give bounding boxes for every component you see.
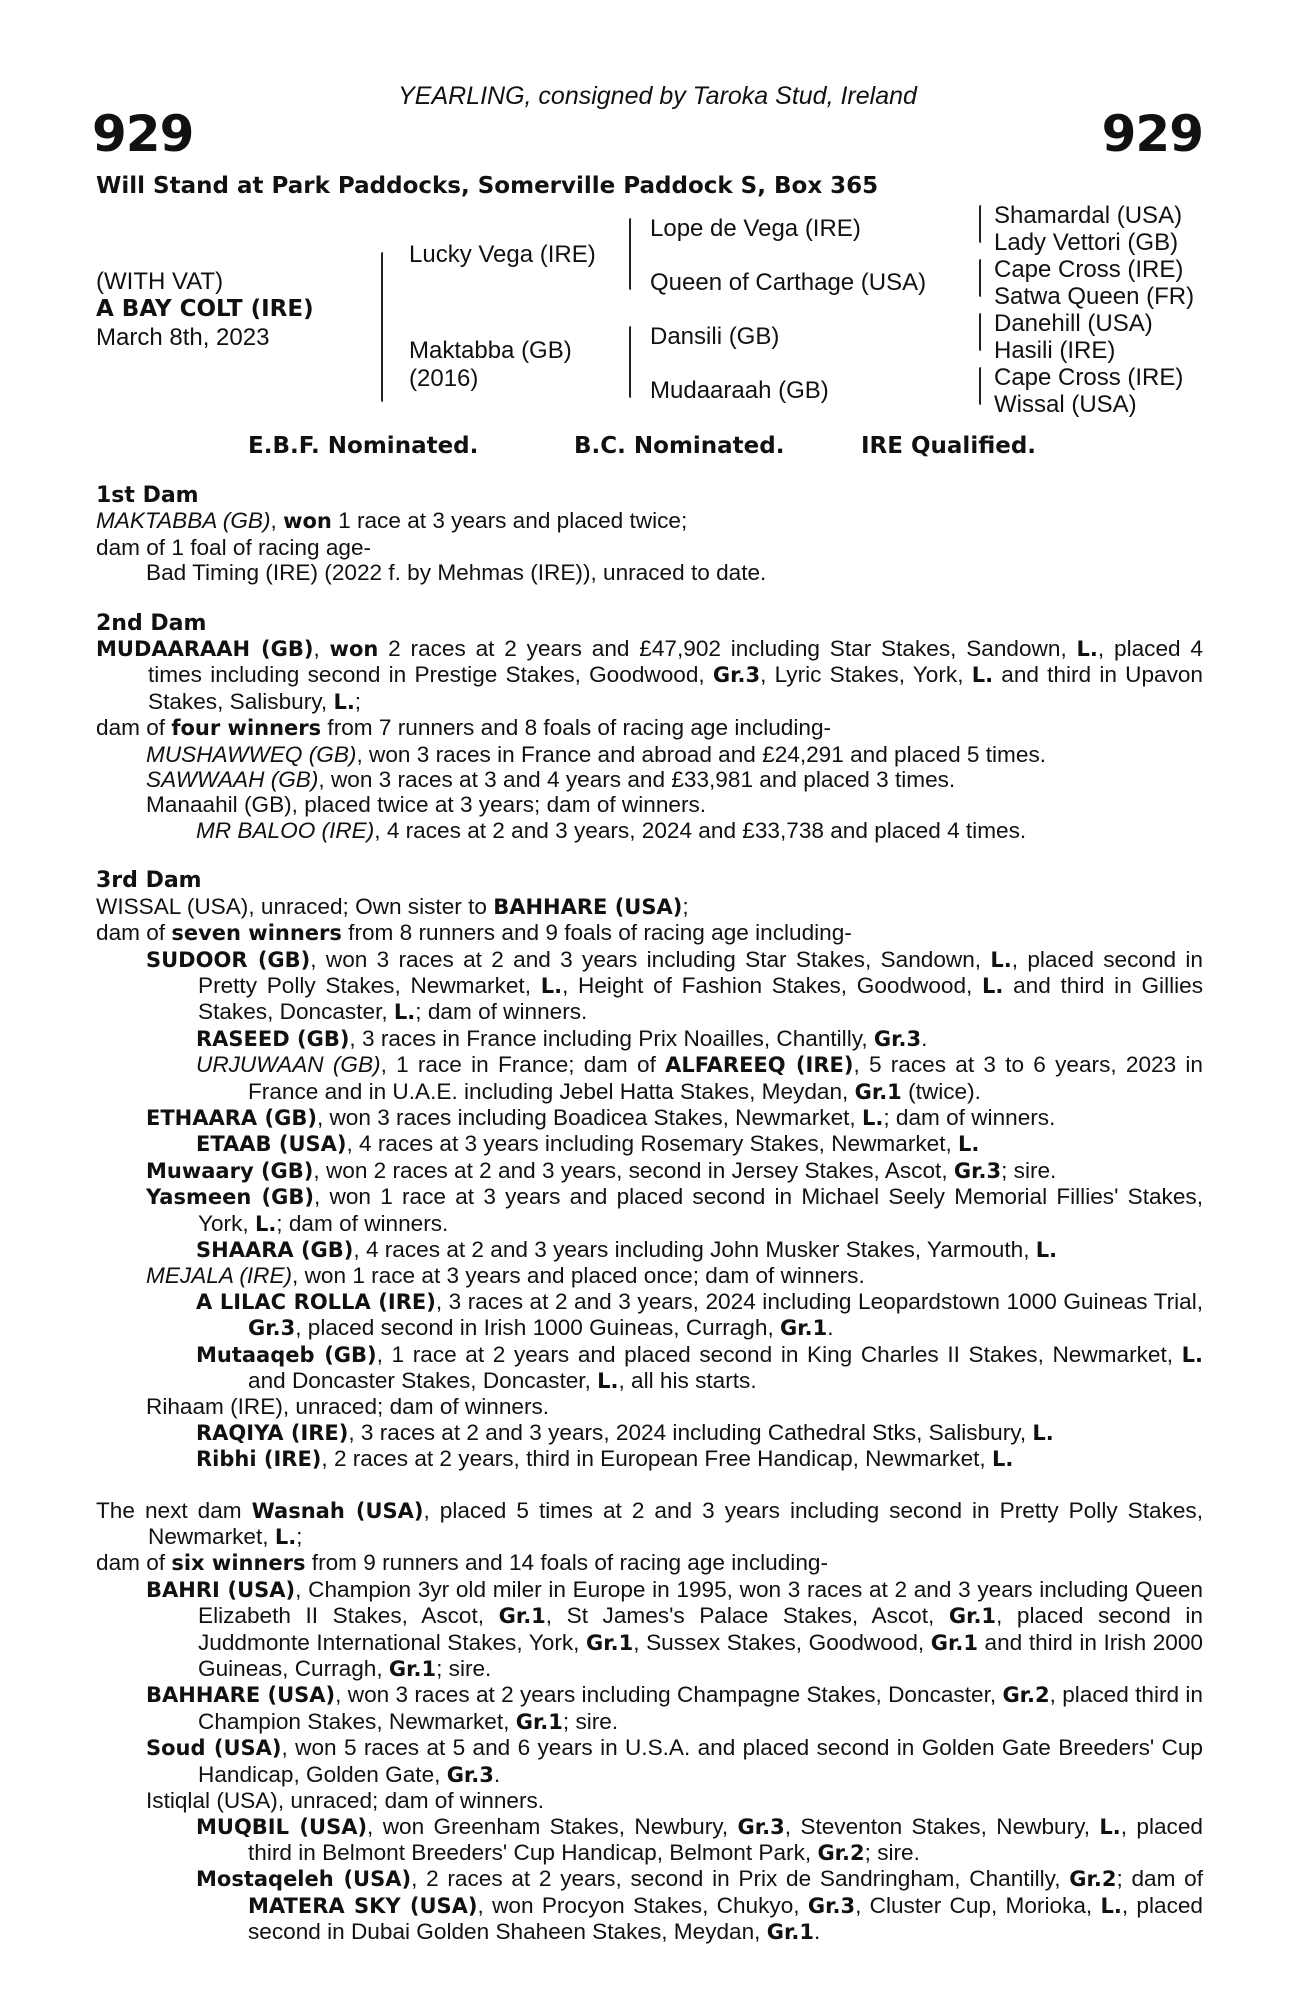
bold-text: Gr.1 [780,1316,828,1341]
bold-text: Gr.3 [807,1893,856,1918]
text-run: , won 3 races at 2 and 3 years including Star Stakes, Sandown, [310,946,991,972]
pedigree-entry [96,1184,1203,1237]
pedigree-entry [96,1131,1203,1157]
bold-text: L. [1076,637,1098,662]
text-run: , Lyric Stakes, York, [760,662,972,688]
text-run: Rihaam (IRE), unraced; dam of winners. [146,1394,550,1420]
text-run: and Doncaster Stakes, Doncaster, [248,1368,598,1393]
bold-text: L. [274,1525,297,1550]
bold-text: L. [1032,1420,1054,1445]
bold-text: RASEED (GB) [196,1026,350,1051]
pedigree-entry [96,1342,1203,1395]
pedigree-g2: Lady Vettori (GB) [994,229,1179,256]
text-run: ; [682,893,689,919]
lot-number-right: 929 [1101,105,1203,163]
bold-text: Gr.2 [817,1840,865,1865]
bold-text: Gr.3 [446,1762,494,1787]
bold-text: MUQBIL (USA) [196,1814,368,1839]
bold-text: L. [1099,1814,1121,1839]
text-run: 2 races at 2 years and £47,902 including Star Stakes, Sandown, [378,636,1077,662]
pedigree-entry [96,535,1203,560]
text-run: , placed second in Dubai Golden Shaheen Stakes, Meydan, [248,1892,1204,1945]
pedigree-entry [96,636,1203,715]
bold-text: Yasmeen (GB) [146,1185,314,1210]
bold-text: L. [958,1132,980,1157]
text-run: . [813,1919,821,1945]
text-run: from 8 runners and 9 foals of racing age including- [341,920,852,946]
text-run: , Cluster Cup, Morioka, [855,1892,1101,1918]
text-run: The next dam [96,1497,252,1523]
pedigree-bracket-g56 [979,313,981,351]
bold-text: Mostaqeleh (USA) [196,1867,412,1892]
text-run: dam of 1 foal of racing age- [96,534,372,560]
pedigree-entry [96,1052,1203,1105]
bold-text: Soud (USA) [146,1736,282,1761]
pedigree-g4: Satwa Queen (FR) [994,283,1195,310]
text-run: ; dam of winners. [883,1104,1056,1130]
pedigree-bracket-g78 [979,367,981,405]
text-run: , 2 races at 2 years, third in European Free Handicap, Newmarket, [321,1446,992,1472]
pedigree-entry [96,1788,1203,1813]
text-run: , Sussex Stakes, Goodwood, [633,1629,931,1655]
text-run: ; [296,1524,303,1550]
text-run: , placed third in Belmont Breeders' Cup Handicap, Belmont Park, [248,1813,1203,1865]
bold-text: Gr.1 [930,1630,978,1655]
italic-text: MAKTABBA (GB) [96,508,271,534]
text-run: 1 race at 3 years and placed twice; [331,508,688,534]
pedigree-entry [96,1814,1203,1867]
pedigree-dam-sire: Dansili (GB) [650,323,780,350]
lot-number-left: 929 [92,105,194,163]
text-run: , placed second in Juddmonte International Stakes, York, [198,1603,1203,1655]
bold-text: L. [1100,1893,1122,1918]
bold-text: ETAAB (USA) [196,1132,347,1157]
bold-text: L. [990,947,1012,972]
text-run: , St James's Palace Stakes, Ascot, [545,1603,949,1629]
bold-text: Gr.1 [498,1604,546,1629]
text-run: , won 3 races in France and abroad and £24,291 and placed 5 times. [356,741,1047,767]
bold-text: L. [540,973,563,998]
bold-text: Muwaary (GB) [146,1158,314,1183]
bold-text: L. [1035,1237,1058,1262]
pedigree-entry [96,1394,1203,1419]
bold-text: L. [861,1105,884,1130]
text-run: , placed 4 times including second in Prestige Stakes, Goodwood, [148,636,1203,688]
text-run: , Steventon Stakes, Newbury, [784,1813,1100,1839]
pedigree-entry [96,894,1203,920]
bold-text: Gr.1 [388,1657,437,1682]
section [96,1498,1203,1946]
bold-text: RAQIYA (IRE) [196,1420,349,1445]
text-run: and third in Upavon Stakes, Salisbury, [148,662,1204,714]
bold-text: Gr.3 [737,1814,785,1839]
text-run: , won 1 race at 3 years and placed once; dam of winners. [292,1263,865,1289]
pedigree-dam: Maktabba (GB) [409,337,572,364]
pedigree-entry [96,1289,1203,1342]
text-run: from 9 runners and 14 foals of racing age including- [305,1550,828,1576]
text-run: , 4 races at 2 and 3 years including John Musker Stakes, Yarmouth, [353,1236,1036,1262]
text-run: , [313,636,330,662]
text-run: Manaahil (GB), placed twice at 3 years; dam of winners. [146,792,707,818]
pedigree-entry [96,1550,1203,1576]
section-heading: 3rd Dam [96,868,202,894]
bold-text: won [283,509,332,534]
text-run: , 3 races at 2 and 3 years, 2024 including Leopardstown 1000 Guineas Trial, [435,1288,1203,1314]
bold-text: MATERA SKY (USA) [248,1893,478,1918]
nomination-ebf: E.B.F. Nominated. [248,433,479,459]
pedigree-dam-year: (2016) [409,365,479,392]
pedigree-entry [96,1420,1203,1446]
bold-text: MUDAARAAH (GB) [96,637,314,662]
bold-text: A LILAC ROLLA (IRE) [196,1289,436,1314]
pedigree-entry [96,1866,1203,1945]
pedigree-dam-dam: Mudaaraah (GB) [650,377,829,404]
text-run: , won Procyon Stakes, Chukyo, [477,1892,808,1918]
bold-text: Gr.1 [515,1709,563,1734]
text-run: , won 3 races at 2 years including Champagne Stakes, Doncaster, [335,1682,1003,1708]
bold-text: Gr.3 [953,1158,1002,1183]
bold-text: Gr.1 [586,1630,634,1655]
vat-label: (WITH VAT) [96,268,224,295]
pedigree-g1: Shamardal (USA) [994,202,1183,229]
section [96,611,1203,844]
text-run: dam of [96,920,172,946]
bold-text: L. [333,689,355,714]
bold-text: L. [992,1447,1014,1472]
text-run: , won 3 races at 3 and 4 years and £33,981 and placed 3 times. [318,767,956,793]
bold-text: L. [982,973,1004,998]
pedigree-g5: Danehill (USA) [994,310,1153,337]
pedigree-bracket-g12 [979,205,981,243]
bold-text: Gr.3 [712,663,761,688]
text-run: and third in Irish 2000 Guineas, Curragh, [198,1629,1203,1682]
text-run: . [493,1761,501,1787]
italic-text: MEJALA (IRE) [146,1263,293,1289]
pedigree-entry [96,1237,1203,1263]
bold-text: SUDOOR (GB) [146,947,311,972]
horse-name: A BAY COLT (IRE) [96,296,314,322]
text-run: , placed second in Irish 1000 Guineas, Curragh, [295,1315,780,1341]
italic-text: URJUWAAN (GB) [196,1052,381,1078]
bold-text: Gr.1 [948,1604,997,1629]
consignment-line: YEARLING, consigned by Taroka Stud, Ireland [398,82,917,110]
text-run: , won 3 races including Boadicea Stakes, Newmarket, [316,1104,862,1130]
stabling-line: Will Stand at Park Paddocks, Somerville Paddock S, Box 365 [96,173,879,199]
text-run: , won 1 race at 3 years and placed second in Michael Seely Memorial Fillies' Stakes, York, [198,1184,1203,1236]
pedigree-g6: Hasili (IRE) [994,337,1116,364]
pedigree-sire-sire: Lope de Vega (IRE) [650,215,861,242]
text-run: . [921,1025,928,1051]
text-run: from 7 runners and 8 foals of racing age including- [321,715,832,741]
text-run: , 5 races at 3 to 6 years, 2023 in France and in U.A.E. including Jebel Hatta Stakes, Meydan, [248,1052,1203,1104]
pedigree-g8: Wissal (USA) [994,391,1137,418]
text-run: , 3 races in France including Prix Noailles, Chantilly, [349,1025,874,1051]
pedigree-entry [96,947,1203,1026]
text-run: ; sire. [436,1656,492,1682]
bold-text: Wasnah (USA) [251,1498,424,1523]
pedigree-entry [96,1105,1203,1131]
text-run: , placed second in Pretty Polly Stakes, Newmarket, [198,946,1203,998]
foaling-date: March 8th, 2023 [96,324,270,351]
text-run: dam of [96,715,172,741]
pedigree-bracket-main [381,252,383,402]
bold-text: Gr.3 [873,1026,922,1051]
text-run: , 1 race in France; dam of [380,1052,666,1078]
pedigree-bracket-sire [629,218,631,290]
bold-text: L. [971,663,994,688]
text-run: , won 2 races at 2 and 3 years, second in Jersey Stakes, Ascot, [313,1157,954,1183]
pedigree-entry [96,1682,1203,1735]
pedigree-entry [96,508,1203,534]
text-run: , all his starts. [618,1368,757,1393]
text-run: Istiqlal (USA), unraced; dam of winners. [146,1788,545,1814]
text-run: , 1 race at 2 years and placed second in King Charles II Stakes, Newmarket, [376,1341,1182,1367]
text-run: ; sire. [864,1839,920,1865]
text-run: , Champion 3yr old miler in Europe in 1995, won 3 races at 2 and 3 years including Queen Elizabeth II Stakes, Ascot, [198,1576,1203,1629]
nomination-ire: IRE Qualified. [861,433,1037,459]
bold-text: Gr.2 [1002,1683,1050,1708]
pedigree-entry [96,560,1203,585]
bold-text: seven winners [171,921,342,946]
text-run: ; dam of winners. [276,1210,449,1236]
section [96,868,1203,1472]
pedigree-g3: Cape Cross (IRE) [994,256,1184,283]
bold-text: L. [1181,1342,1203,1367]
text-run: WISSAL (USA), unraced; Own sister to [96,893,494,919]
text-run: , placed 5 times at 2 and 3 years including second in Pretty Polly Stakes, Newmarket, [148,1497,1203,1550]
text-run: , 2 races at 2 years, second in Prix de Sandringham, Chantilly, [411,1866,1070,1892]
text-run: , Height of Fashion Stakes, Goodwood, [562,972,983,998]
bold-text: L. [597,1369,619,1393]
bold-text: BAHRI (USA) [146,1577,296,1602]
text-run: , won 5 races at 5 and 6 years in U.S.A. and placed second in Golden Gate Breeders' Cup Handicap, Golden Gate, [198,1735,1203,1787]
text-run: , 3 races at 2 and 3 years, 2024 including Cathedral Stks, Salisbury, [348,1419,1033,1445]
pedigree-entry [96,1158,1203,1184]
italic-text: MUSHAWWEQ (GB) [146,741,357,767]
text-run: Bad Timing (IRE) (2022 f. by Mehmas (IRE)), unraced to date. [146,560,767,586]
pedigree-entry [96,920,1203,946]
text-run: ; [354,688,362,714]
pedigree-sire-dam: Queen of Carthage (USA) [650,269,927,296]
bold-text: L. [254,1211,277,1236]
pedigree-entry [96,1498,1203,1551]
text-run: ; sire. [1001,1157,1057,1183]
bold-text: Mutaaqeb (GB) [196,1342,377,1367]
text-run: , placed third in Champion Stakes, Newmarket, [198,1682,1203,1734]
nomination-bc: B.C. Nominated. [574,433,785,459]
section [96,483,1203,586]
text-run: ; dam of [1116,1866,1203,1892]
section-heading: 1st Dam [96,483,199,508]
pedigree-entry [96,742,1203,767]
bold-text: six winners [171,1551,306,1576]
text-run: and third in Gillies Stakes, Doncaster, [198,972,1203,1025]
text-run: ; dam of winners. [415,999,588,1025]
pedigree-entry [96,1026,1203,1052]
bold-text: Gr.3 [248,1316,296,1341]
bold-text: ETHAARA (GB) [146,1105,317,1130]
bold-text: Gr.1 [854,1079,902,1104]
bold-text: SHAARA (GB) [196,1237,354,1262]
pedigree-entry [96,792,1203,817]
bold-text: four winners [171,716,322,741]
pedigree-entry [96,1577,1203,1683]
pedigree-bracket-dam [629,326,631,398]
pedigree-entry [96,1735,1203,1788]
text-run: , won Greenham Stakes, Newbury, [367,1813,738,1839]
text-run: . [827,1315,834,1341]
bold-text: BAHHARE (USA) [493,894,683,919]
pedigree-sire: Lucky Vega (IRE) [409,241,596,268]
italic-text: SAWWAAH (GB) [146,767,319,793]
text-run: dam of [96,1550,172,1576]
section-heading: 2nd Dam [96,610,207,636]
pedigree-entry [96,767,1203,792]
bold-text: L. [393,1000,416,1025]
pedigree-entry [96,1446,1203,1472]
catalogue-body [96,483,1203,1946]
pedigree-g7: Cape Cross (IRE) [994,364,1184,391]
text-run: , 4 races at 3 years including Rosemary Stakes, Newmarket, [346,1131,959,1157]
text-run: , [270,508,284,534]
bold-text: Gr.2 [1069,1867,1117,1892]
bold-text: won [329,637,379,662]
bold-text: Gr.1 [766,1920,814,1945]
text-run: ; sire. [562,1708,619,1734]
text-run: (twice). [901,1078,981,1104]
text-run: , 4 races at 2 and 3 years, 2024 and £33,738 and placed 4 times. [374,817,1027,843]
bold-text: Ribhi (IRE) [196,1447,322,1472]
bold-text: ALFAREEQ (IRE) [665,1053,854,1078]
pedigree-entry [96,818,1203,843]
pedigree-bracket-g34 [979,259,981,297]
pedigree-entry [96,1263,1203,1288]
pedigree-entry [96,715,1203,741]
italic-text: MR BALOO (IRE) [196,817,375,843]
bold-text: BAHHARE (USA) [146,1683,336,1708]
